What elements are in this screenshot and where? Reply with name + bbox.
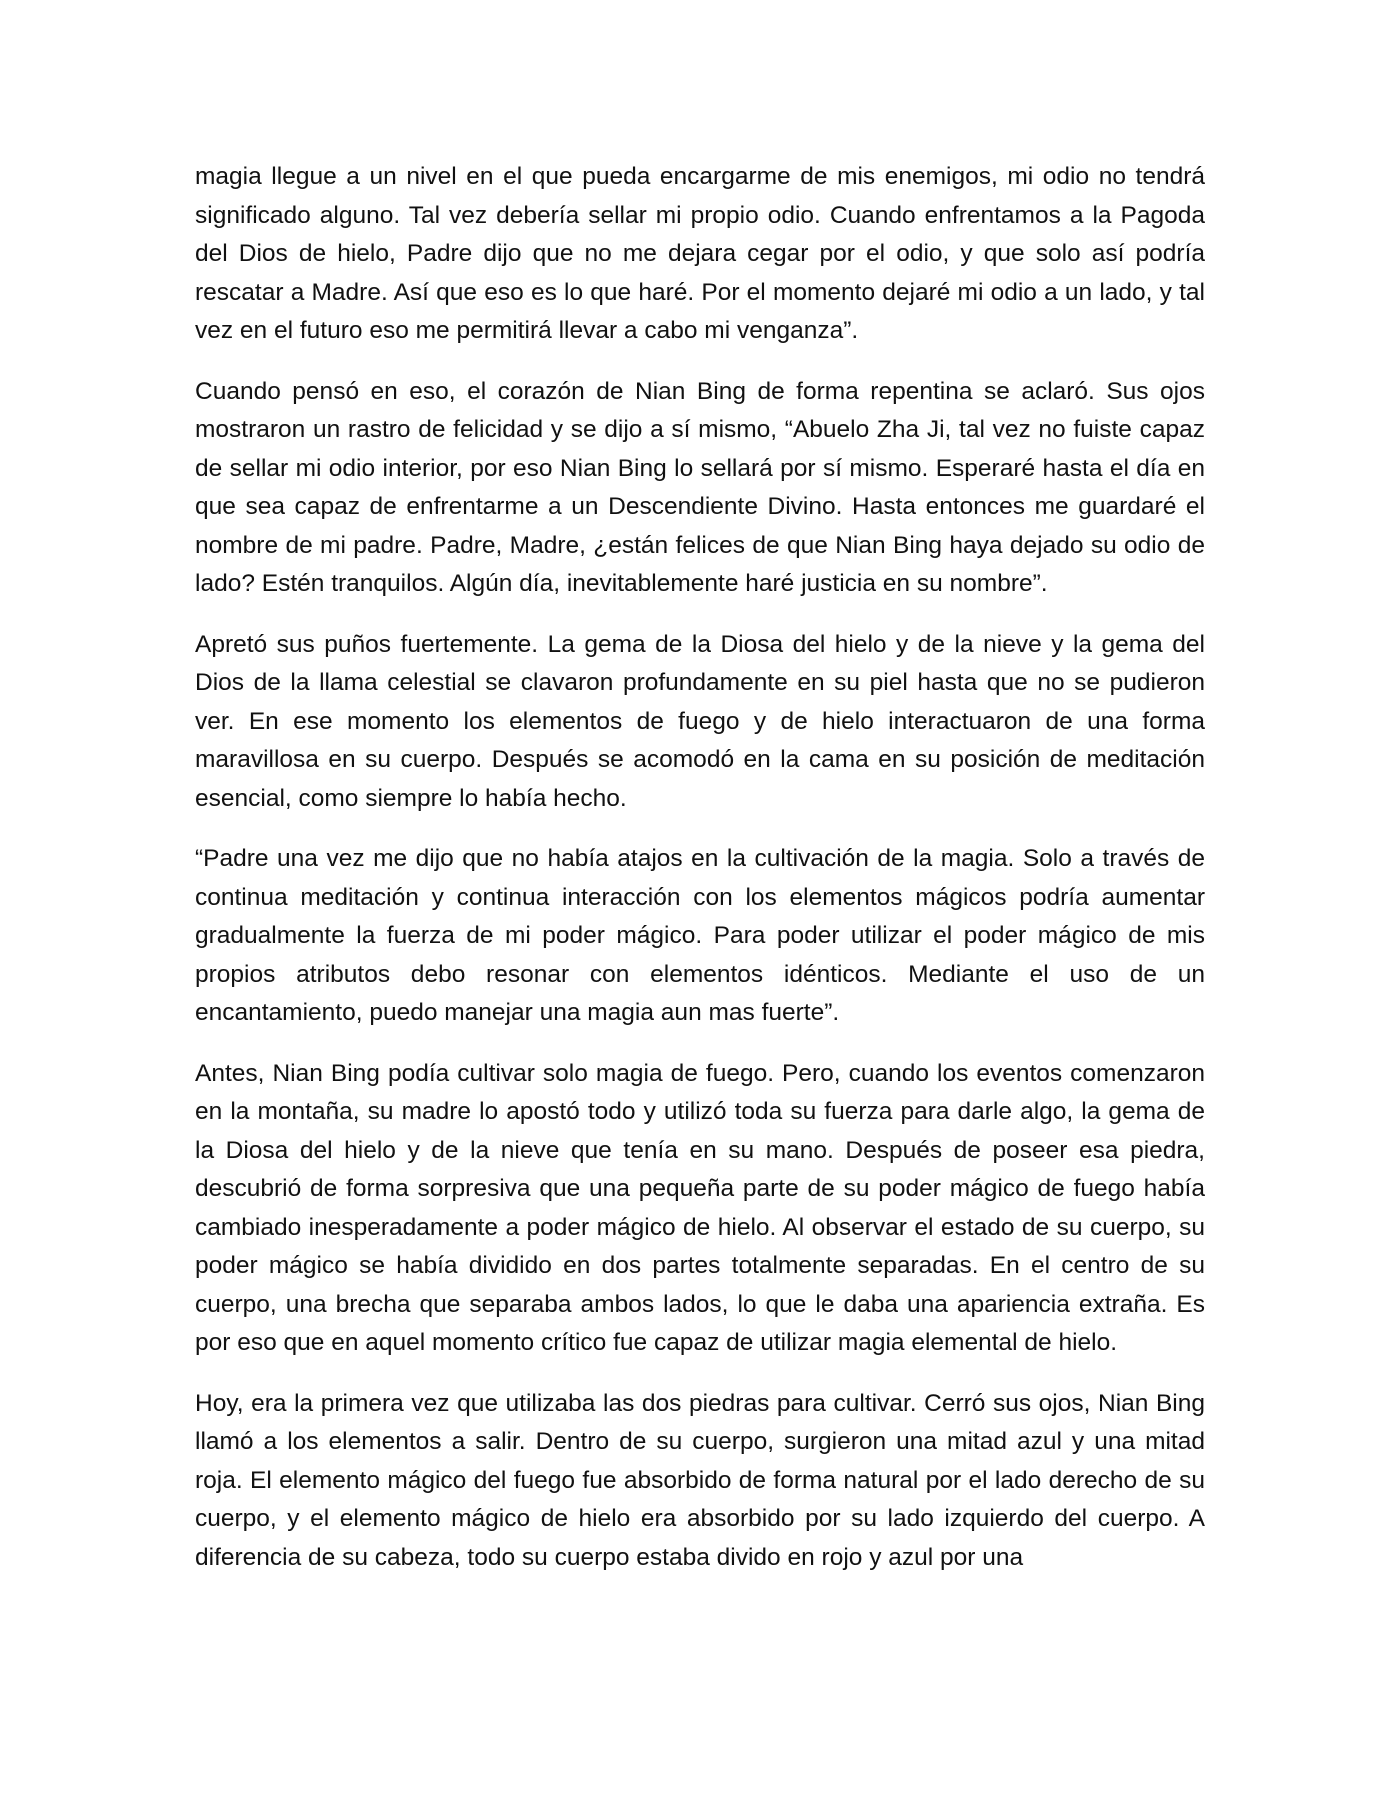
paragraph: Hoy, era la primera vez que utilizaba las dos piedras para cultivar. Cerró sus ojos, Nian Bing llamó a los elementos a salir. Dentro de su cuerpo, surgieron una mitad azul y una mitad roja. El elemento mágico del fuego fue absorbido de forma natural por el lado derecho de su cuerpo, y el elemento mágico de hielo era absorbido por su lado izquierdo del cuerpo. A diferencia de su cabeza, todo su cuerpo estaba divido en rojo y azul por una: [195, 1389, 1205, 1571]
paragraph: magia llegue a un nivel en el que pueda encargarme de mis enemigos, mi odio no tendrá significado alguno. Tal vez debería sellar mi propio odio. Cuando enfrentamos a la Pagoda del Dios de hielo, Padre dijo que no me dejara cegar por el odio, y que solo así podría rescatar a Madre. Así que eso es lo que haré. Por el momento dejaré mi odio a un lado, y tal vez en el futuro eso me permitirá llevar a cabo mi venganza”.: [195, 163, 1205, 344]
paragraph: Cuando pensó en eso, el corazón de Nian Bing de forma repentina se aclaró. Sus ojos mostraron un rastro de felicidad y se dijo a sí mismo, “Abuelo Zha Ji, tal vez no fuiste capaz de sellar mi odio interior, por eso Nian Bing lo sellará por sí mismo. Esperaré hasta el día en que sea capaz de enfrentarme a un Descendiente Divino. Hasta entonces me guardaré el nombre de mi padre. Padre, Madre, ¿están felices de que Nian Bing haya dejado su odio de lado? Estén tranquilos. Algún día, inevitablemente haré justicia en su nombre”.: [195, 377, 1205, 597]
document-page: [195, 158, 1205, 1599]
paragraph: “Padre una vez me dijo que no había atajos en la cultivación de la magia. Solo a través de continua meditación y continua interacción con los elementos mágicos podría aumentar gradualmente la fuerza de mi poder mágico. Para poder utilizar el poder mágico de mis propios atributos debo resonar con elementos idénticos. Mediante el uso de un encantamiento, puedo manejar una magia aun mas fuerte”.: [195, 845, 1205, 1026]
paragraph: Antes, Nian Bing podía cultivar solo magia de fuego. Pero, cuando los eventos comenzaron en la montaña, su madre lo apostó todo y utilizó toda su fuerza para darle algo, la gema de la Diosa del hielo y de la nieve que tenía en su mano. Después de poseer esa piedra, descubrió de forma sorpresiva que una pequeña parte de su poder mágico de fuego había cambiado inesperadamente a poder mágico de hielo. Al observar el estado de su cuerpo, su poder mágico se había dividido en dos partes totalmente separadas. En el centro de su cuerpo, una brecha que separaba ambos lados, lo que le daba una apariencia extraña. Es por eso que en aquel momento crítico fue capaz de utilizar magia elemental de hielo.: [195, 1059, 1205, 1356]
paragraph: Apretó sus puños fuertemente. La gema de la Diosa del hielo y de la nieve y la gema del Dios de la llama celestial se clavaron profundamente en su piel hasta que no se pudieron ver. En ese momento los elementos de fuego y de hielo interactuaron de una forma maravillosa en su cuerpo. Después se acomodó en la cama en su posición de meditación esencial, como siempre lo había hecho.: [195, 630, 1205, 812]
